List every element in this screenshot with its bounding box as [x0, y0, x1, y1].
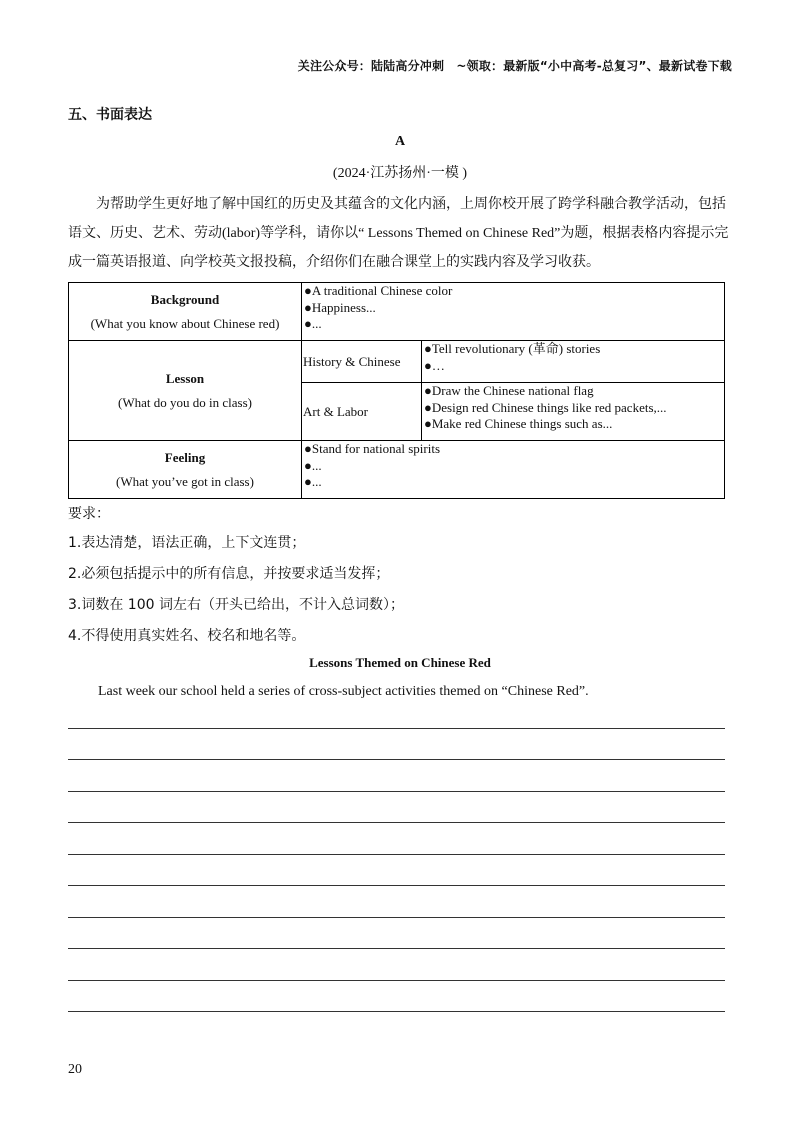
background-subtitle: (What you know about Chinese red): [90, 315, 280, 331]
writing-line[interactable]: [68, 885, 725, 886]
essay-title: Lessons Themed on Chinese Red: [309, 655, 491, 670]
table-row-lesson-history: [69, 341, 725, 383]
art-bullet: ●Design red Chinese things like red packets,...: [424, 399, 667, 415]
history-bullet: ●…: [424, 357, 445, 373]
feeling-bullet: ●...: [304, 474, 322, 489]
history-bullet: ●Tell revolutionary (革命) stories: [424, 341, 601, 356]
outline-table: [68, 282, 725, 499]
writing-line[interactable]: [68, 822, 725, 823]
background-content: [302, 283, 725, 341]
requirement-item: 4.不得使用真实姓名、校名和地名等。: [68, 628, 306, 644]
task-letter: A: [394, 134, 406, 149]
feeling-title: Feeling: [164, 449, 206, 465]
lesson-cell: [69, 341, 302, 441]
writing-line[interactable]: [68, 791, 725, 792]
background-bullet: ●Happiness...: [304, 299, 376, 315]
page-header: 关注公众号：陆陆高分冲刺 ~领取：最新版“小中高考-总复习”、最新试卷下载: [297, 59, 732, 73]
feeling-bullet: ●Stand for national spirits: [304, 441, 441, 456]
background-cell: [69, 283, 302, 341]
writing-line[interactable]: [68, 980, 725, 981]
feeling-cell: [69, 441, 302, 499]
background-bullet: ●A traditional Chinese color: [304, 283, 453, 298]
task-instruction: 为帮助学生更好地了解中国红的历史及其蕴含的文化内涵，上周你校开展了跨学科融合教学活动，包括语文、历史、艺术、劳动(labor)等学科，请你以“ Lessons Themed on Chinese Red”为题，根据表格内容提示完成一篇英语报道、向学校英文报投稿，介绍你们在融合课堂上的实践内容及学习收获。: [68, 197, 729, 270]
background-bullet: ●...: [304, 316, 322, 331]
table-row-feeling: [69, 441, 725, 499]
art-content: [422, 383, 725, 441]
task-source: (2024·江苏扬州·一模 ): [332, 166, 468, 181]
feeling-content: [302, 441, 725, 499]
requirement-item: 1.表达清楚，语法正确，上下文连贯；: [68, 535, 306, 551]
writing-line[interactable]: [68, 854, 725, 855]
essay-starter: Last week our school held a series of cross-subject activities themed on “Chinese Red”.: [98, 684, 589, 699]
page-number: 20: [68, 1062, 82, 1077]
table-row-background: [69, 283, 725, 341]
art-bullet: ●Make red Chinese things such as...: [424, 416, 613, 431]
background-title: Background: [150, 291, 220, 307]
feeling-subtitle: (What you’ve got in class): [116, 473, 254, 489]
requirement-item: 2.必须包括提示中的所有信息，并按要求适当发挥；: [68, 566, 390, 582]
art-label: Art & Labor: [302, 383, 422, 441]
art-bullet: ●Draw the Chinese national flag: [424, 383, 594, 398]
requirements-heading: 要求：: [68, 506, 110, 522]
feeling-bullet: ●...: [304, 457, 322, 473]
writing-line[interactable]: [68, 917, 725, 918]
writing-line[interactable]: [68, 759, 725, 760]
writing-line[interactable]: [68, 1011, 725, 1012]
history-content: [422, 341, 725, 383]
requirement-item: 3.词数在 100 词左右（开头已给出，不计入总词数）；: [68, 597, 404, 613]
lesson-title: Lesson: [165, 370, 205, 386]
history-label: History & Chinese: [302, 341, 422, 383]
writing-line[interactable]: [68, 728, 725, 729]
writing-line[interactable]: [68, 948, 725, 949]
section-title: 五、书面表达: [68, 107, 152, 123]
lesson-subtitle: (What do you do in class): [118, 394, 252, 410]
